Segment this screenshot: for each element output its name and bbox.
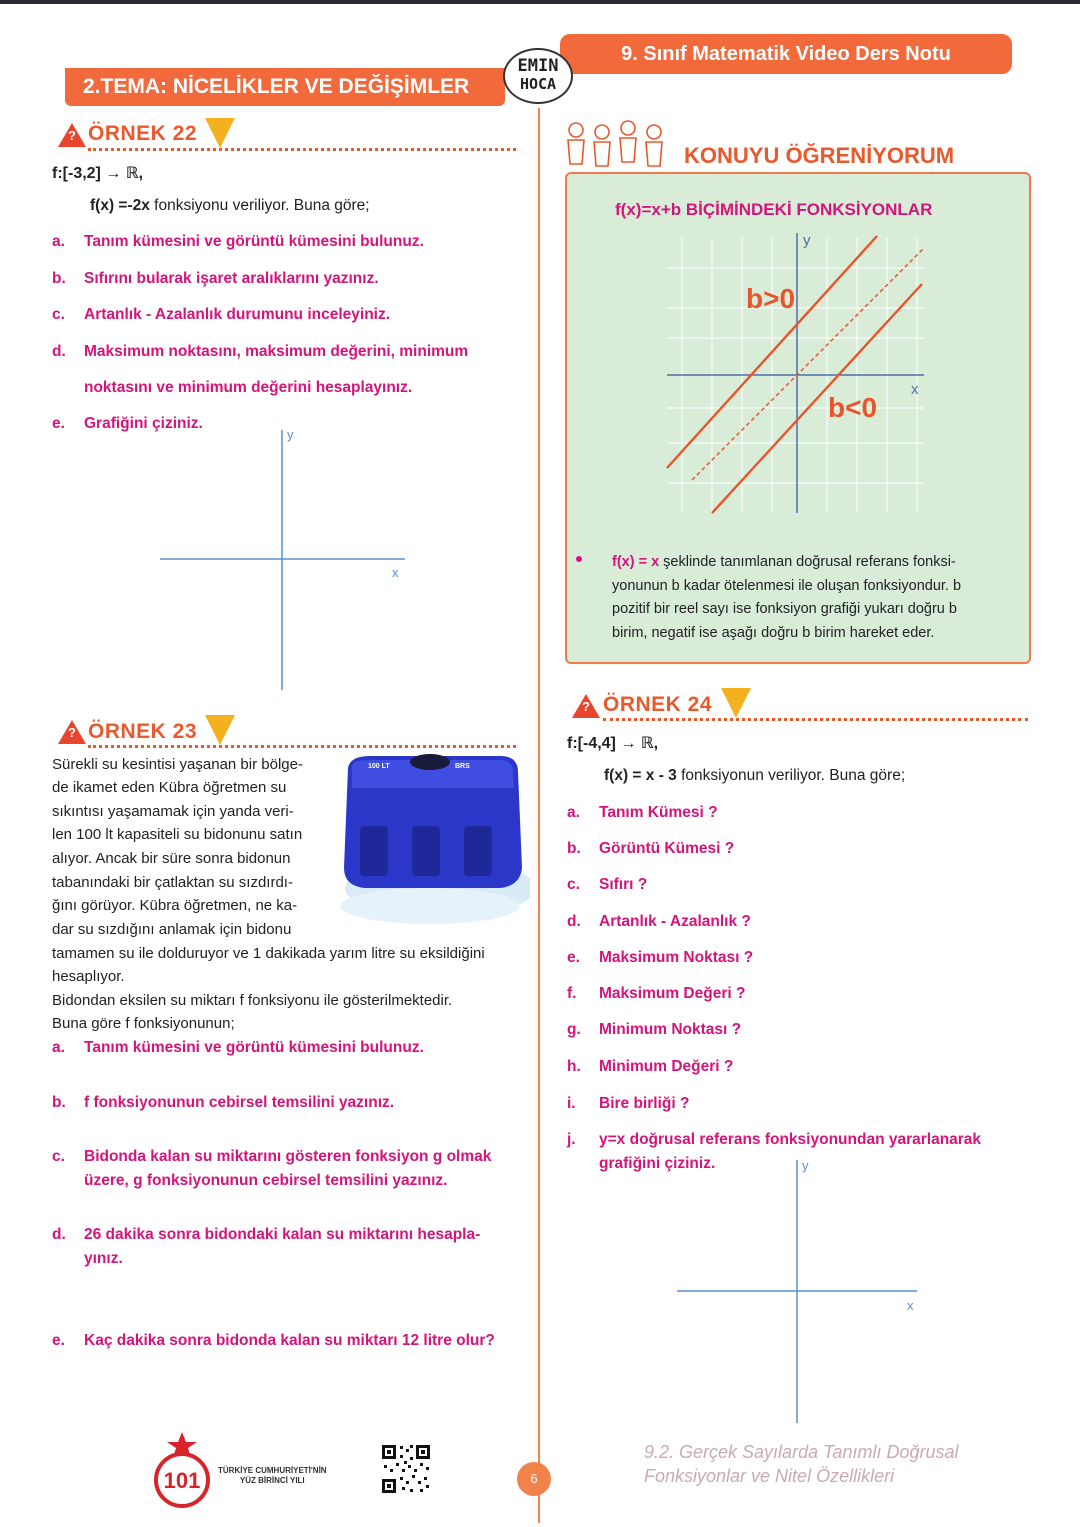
ornek23-letter: e. — [52, 1332, 65, 1349]
ornek24-letter: e. — [567, 949, 580, 966]
ornek22-item: Grafiğini çiziniz. — [84, 415, 203, 432]
info-bullet — [612, 551, 1022, 645]
ornek22-title: ÖRNEK 22 — [88, 122, 198, 145]
ornek24-item: Görüntü Kümesi ? — [599, 840, 735, 857]
ornek22-func-rest: fonksiyonu veriliyor. Buna göre; — [149, 197, 370, 214]
ornek24-item: y=x doğrusal referans fonksiyonundan yararlanarak — [599, 1131, 982, 1148]
ornek24-item: Sıfırı ? — [599, 876, 648, 893]
ornek24-letter: g. — [567, 1021, 581, 1038]
page-number: 6 — [517, 1462, 551, 1496]
bullet-bold: f(x) = x — [612, 554, 660, 570]
ornek24-title: ÖRNEK 24 — [603, 693, 713, 716]
bullet-line: yonunun b kadar ötelenmesi ile oluşan fonksiyondur. b — [612, 577, 962, 594]
tank-label-right: BRS — [455, 763, 470, 770]
students-doodle-icon — [562, 118, 677, 170]
para-line: Bidondan eksilen su miktarı f fonksiyonu ile gösterilmektedir. — [52, 992, 453, 1009]
bullet-line: pozitif bir reel sayı ise fonksiyon grafiği yukarı doğru b — [612, 601, 957, 617]
para-line: de ikamet eden Kübra öğretmen su — [52, 779, 287, 796]
emblem-number: 101 — [163, 1468, 201, 1493]
ornek22-letter: a. — [52, 233, 65, 250]
bullet-line — [612, 551, 1022, 575]
topic-line2: Fonksiyonlar ve Nitel Özellikleri — [644, 1466, 895, 1486]
linear-shift-graph — [662, 228, 930, 518]
column-divider — [538, 108, 540, 1523]
course-banner: 9. Sınıf Matematik Video Ders Notu — [560, 34, 1012, 74]
ornek24-letter: j. — [567, 1131, 576, 1148]
warning-icon: ? — [58, 123, 86, 147]
topic-line1: 9.2. Gerçek Sayılarda Tanımlı Doğrusal — [644, 1442, 959, 1462]
ornek24-item: Artanlık - Azalanlık ? — [599, 913, 751, 930]
para-line: alıyor. Ancak bir süre sonra bidonun — [52, 850, 291, 867]
axis-y-label: y — [803, 232, 811, 249]
ornek24-item: Minimum Değeri ? — [599, 1058, 734, 1075]
para-line: dar su sızdığını anlamak için bidonu — [52, 921, 292, 938]
ornek22-function — [90, 197, 370, 215]
ornek22-item: Tanım kümesini ve görüntü kümesini bulunuz. — [84, 233, 424, 250]
axis-x-label: x — [911, 381, 919, 398]
ornek24-func-bold: f(x) = x - 3 — [604, 767, 677, 784]
axis-x-label: x — [392, 565, 399, 580]
axis-y-label: y — [287, 427, 294, 442]
ornek24-letter: f. — [567, 985, 577, 1002]
ornek22-func-bold: f(x) =-2x — [90, 197, 150, 214]
para-line: len 100 lt kapasiteli su bidonunu satın — [52, 826, 303, 843]
ornek23-item: üzere, g fonksiyonunun cebirsel temsilini yazınız. — [84, 1172, 448, 1189]
tc-line1: TÜRKİYE CUMHURİYETİ'NİN — [218, 1466, 327, 1475]
bullet-line: birim, negatif ise aşağı doğru b birim hareket eder. — [612, 624, 935, 641]
ornek24-item: Minimum Noktası ? — [599, 1021, 742, 1038]
ornek23-letter: b. — [52, 1094, 66, 1111]
ornek23-letter: c. — [52, 1148, 65, 1165]
ornek23-item: 26 dakika sonra bidondaki kalan su miktarını hesapla- — [84, 1226, 481, 1243]
bullet-dot — [576, 556, 582, 562]
para-line: tabanındaki bir çatlaktan su sızdırdı- — [52, 874, 293, 891]
warning-icon: ? — [58, 720, 86, 744]
ornek22-axes — [155, 425, 415, 695]
ornek22-letter: d. — [52, 343, 66, 360]
label-b-negative: b<0 — [828, 392, 878, 423]
bullet-rest: şeklinde tanımlanan doğrusal referans fonksi- — [659, 554, 956, 570]
label-b-positive: b>0 — [746, 283, 796, 314]
warning-icon: ? — [572, 694, 600, 718]
para-line: hesaplıyor. — [52, 968, 125, 985]
water-tank-image — [330, 748, 530, 928]
ornek24-letter: c. — [567, 876, 580, 893]
ornek23-item: Kaç dakika sonra bidonda kalan su miktarı 12 litre olur? — [84, 1332, 495, 1349]
ornek24-letter: d. — [567, 913, 581, 930]
shield-icon — [721, 688, 751, 718]
ornek24-domain: f:[-4,4] → ℝ, — [567, 735, 659, 752]
emin-hoca-logo — [503, 48, 573, 104]
tc-text — [218, 1466, 327, 1486]
ornek23-item: Tanım kümesini ve görüntü kümesini bulunuz. — [84, 1039, 424, 1056]
ornek23-letter: d. — [52, 1226, 66, 1243]
ornek22-domain: f:[-3,2] → ℝ, — [52, 165, 144, 182]
ornek24-letter: b. — [567, 840, 581, 857]
para-line: tamamen su ile dolduruyor ve 1 dakikada yarım litre su eksildiğini — [52, 945, 485, 962]
tc-line2: YÜZ BİRİNCİ YILI — [239, 1476, 305, 1485]
footer-topic — [644, 1440, 958, 1488]
ornek24-item: Bire birliği ? — [599, 1095, 690, 1112]
ornek22-letter: b. — [52, 270, 66, 287]
ornek24-letter: a. — [567, 804, 580, 821]
ornek22-item: noktasını ve minimum değerini hesaplayınız. — [84, 379, 413, 396]
ornek24-item: Maksimum Değeri ? — [599, 985, 746, 1002]
line-b-negative — [712, 284, 922, 513]
ornek22-item: Sıfırını bularak işaret aralıklarını yazınız. — [84, 270, 379, 287]
shield-icon — [205, 715, 235, 745]
logo-top-text: EMIN — [517, 56, 559, 76]
line-reference — [692, 248, 924, 480]
ornek24-item: Tanım Kümesi ? — [599, 804, 718, 821]
ornek22-item: Maksimum noktasını, maksimum değerini, minimum — [84, 343, 469, 360]
ornek23-item: f fonksiyonunun cebirsel temsilini yazınız. — [84, 1094, 395, 1111]
ornek24-item: grafiğini çiziniz. — [599, 1155, 716, 1172]
ornek24-dotline — [603, 718, 1028, 721]
qr-code[interactable] — [380, 1443, 432, 1495]
ornek24-item: Maksimum Noktası ? — [599, 949, 754, 966]
tank-label-left: 100 LT — [368, 763, 390, 770]
para-line: sıkıntısı yaşamamak için yanda veri- — [52, 803, 294, 820]
logo-bottom-text: HOCA — [519, 75, 557, 93]
para-line: Buna göre f fonksiyonunun; — [52, 1015, 235, 1032]
ornek22-letter: c. — [52, 306, 65, 323]
top-border — [0, 0, 1080, 4]
tema-banner: 2.TEMA: NİCELİKLER VE DEĞİŞİMLER — [65, 68, 505, 106]
konuyu-title: KONUYU ÖĞRENİYORUM — [684, 143, 955, 168]
ornek23-item: yınız. — [84, 1250, 123, 1267]
axis-y-label: y — [802, 1158, 809, 1173]
shield-icon — [205, 118, 235, 148]
ornek24-letter: h. — [567, 1058, 581, 1075]
ornek24-letter: i. — [567, 1095, 576, 1112]
ornek23-letter: a. — [52, 1039, 65, 1056]
101-emblem-logo — [148, 1430, 216, 1508]
axis-x-label: x — [907, 1298, 914, 1313]
ornek22-dotline — [88, 148, 516, 151]
ornek22-item: Artanlık - Azalanlık durumunu inceleyiniz. — [84, 306, 391, 323]
para-line: Sürekli su kesintisi yaşanan bir bölge- — [52, 756, 303, 773]
ornek24-func-rest: fonksiyonun veriliyor. Buna göre; — [676, 767, 906, 784]
info-box-title: f(x)=x+b BİÇİMİNDEKİ FONKSİYONLAR — [615, 200, 933, 219]
para-line: ğını görüyor. Kübra öğretmen, ne ka- — [52, 897, 298, 914]
ornek24-axes — [672, 1155, 932, 1427]
ornek22-letter: e. — [52, 415, 65, 432]
ornek23-item: Bidonda kalan su miktarını gösteren fonksiyon g olmak — [84, 1148, 492, 1165]
ornek23-title: ÖRNEK 23 — [88, 720, 198, 743]
ornek24-function — [604, 767, 905, 785]
